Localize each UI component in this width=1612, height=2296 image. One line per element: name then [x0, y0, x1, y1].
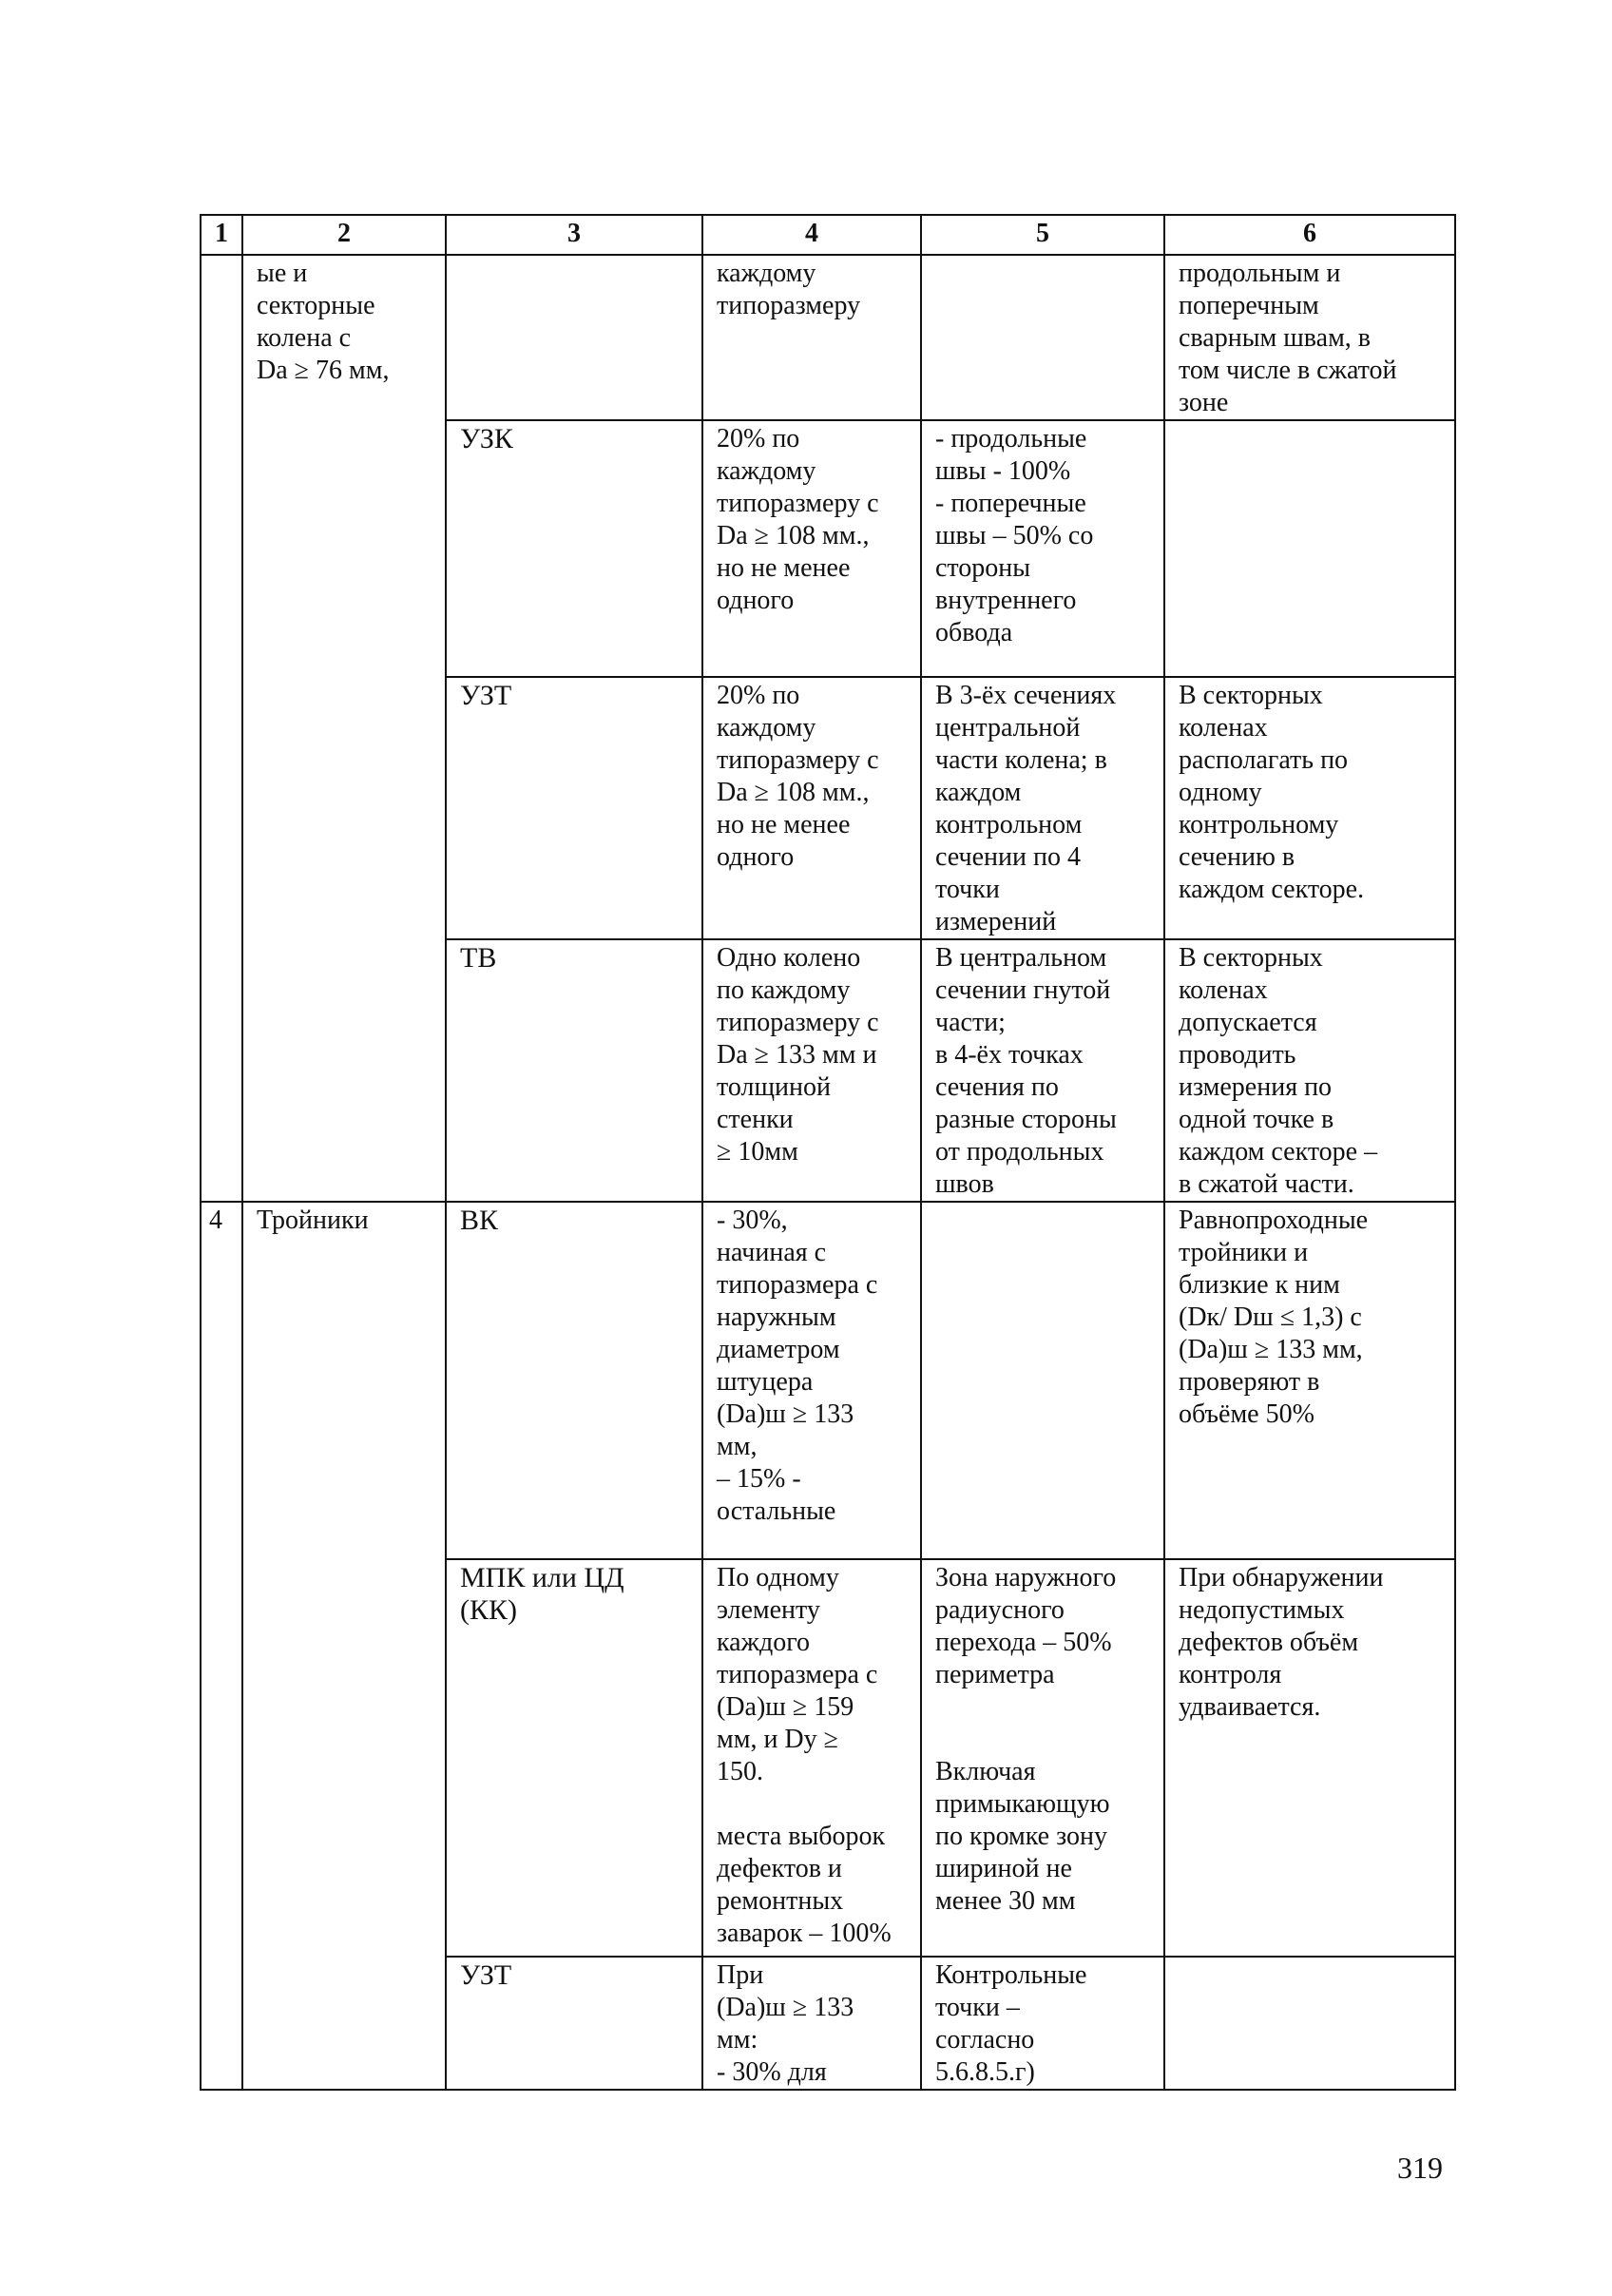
note-cell: Равнопроходные тройники и близкие к ним (Dк/ Dш ≤ 1,3) с (Da)ш ≥ 133 мм, проверяют в объёме 50%	[1164, 1202, 1455, 1559]
note-cell: В секторных коленах допускается проводить измерения по одной точке в каждом секторе – в сжатой части.	[1164, 939, 1455, 1202]
method-cell	[446, 255, 702, 420]
scope-cell: - 30%, начиная с типоразмера с наружным диаметром штуцера (Da)ш ≥ 133 мм, – 15% - остальные	[702, 1202, 921, 1559]
location-cell: Контрольные точки – согласно 5.6.8.5.г)	[921, 1957, 1164, 2090]
location-cell: В 3-ёх сечениях центральной части колена; в каждом контрольном сечении по 4 точки измерений	[921, 677, 1164, 939]
note-cell: продольным и поперечным сварным швам, в том числе в сжатой зоне	[1164, 255, 1455, 420]
inspection-table	[200, 214, 1456, 2091]
note-cell: В секторных коленах располагать по одному контрольному сечению в каждом секторе.	[1164, 677, 1455, 939]
location-cell: Зона наружного радиусного перехода – 50% периметра Включая примыкающую по кромке зону шириной не менее 30 мм	[921, 1559, 1164, 1957]
method-cell: ВК	[446, 1202, 702, 1559]
location-cell: В центральном сечении гнутой части; в 4-ёх точках сечения по разные стороны от продольных швов	[921, 939, 1164, 1202]
item-name-cell: ые и секторные колена с Da ≥ 76 мм,	[242, 255, 446, 1202]
col-header-1: 1	[201, 215, 242, 255]
scope-cell: каждому типоразмеру	[702, 255, 921, 420]
method-cell: ТВ	[446, 939, 702, 1202]
scope-cell: 20% по каждому типоразмеру с Da ≥ 108 мм., но не менее одного	[702, 677, 921, 939]
method-cell: УЗК	[446, 420, 702, 677]
col-header-3: 3	[446, 215, 702, 255]
col-header-2: 2	[242, 215, 446, 255]
note-cell: При обнаружении недопустимых дефектов объём контроля удваивается.	[1164, 1559, 1455, 1957]
col-header-6: 6	[1164, 215, 1455, 255]
method-cell: УЗТ	[446, 1957, 702, 2090]
col-header-5: 5	[921, 215, 1164, 255]
location-cell	[921, 255, 1164, 420]
page-number: 319	[1397, 2151, 1443, 2185]
note-cell	[1164, 420, 1455, 677]
method-cell: УЗТ	[446, 677, 702, 939]
row-number-cell	[201, 255, 242, 1202]
scope-cell: 20% по каждому типоразмеру с Da ≥ 108 мм., но не менее одного	[702, 420, 921, 677]
header-row	[201, 215, 1455, 255]
item-name-cell: Тройники	[242, 1202, 446, 2090]
table-row	[201, 255, 1455, 420]
method-cell: МПК или ЦД (КК)	[446, 1559, 702, 1957]
note-cell	[1164, 1957, 1455, 2090]
location-cell: - продольные швы - 100% - поперечные швы – 50% со стороны внутреннего обвода	[921, 420, 1164, 677]
location-cell	[921, 1202, 1164, 1559]
row-number-cell: 4	[201, 1202, 242, 2090]
scope-cell: Одно колено по каждому типоразмеру с Da ≥ 133 мм и толщиной стенки ≥ 10мм	[702, 939, 921, 1202]
scope-cell: При (Da)ш ≥ 133 мм: - 30% для	[702, 1957, 921, 2090]
table-row	[201, 1202, 1455, 1559]
scope-cell: По одному элементу каждого типоразмера с (Da)ш ≥ 159 мм, и Dy ≥ 150. места выборок дефектов и ремонтных заварок – 100%	[702, 1559, 921, 1957]
col-header-4: 4	[702, 215, 921, 255]
